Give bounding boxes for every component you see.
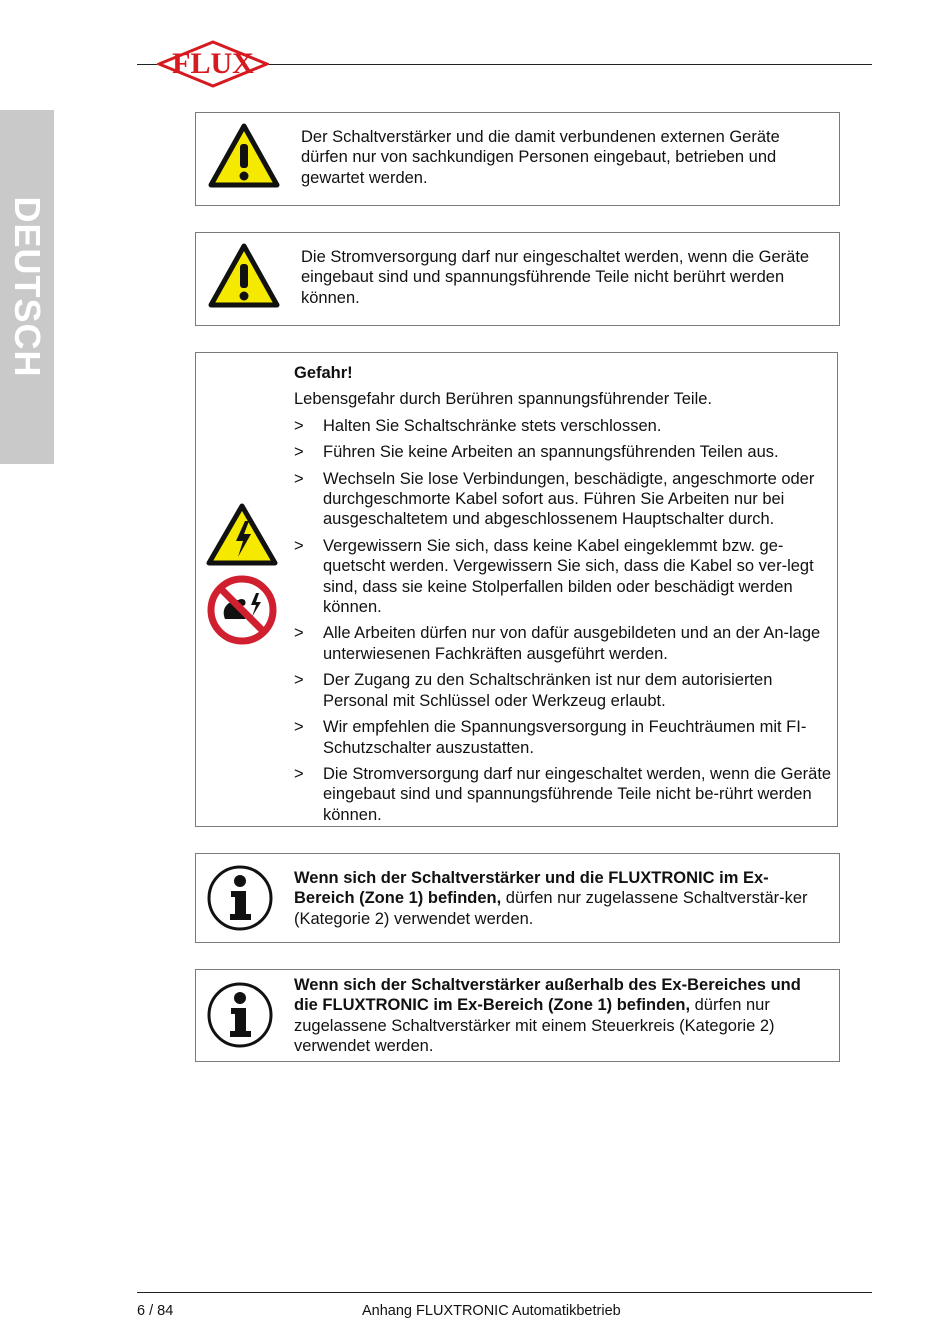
danger-content [294, 363, 832, 825]
footer-title: Anhang FLUXTRONIC Automatikbetrieb [362, 1303, 621, 1319]
do-not-touch-icon [207, 575, 277, 645]
footer-rule [137, 1292, 872, 1293]
info-notice-2 [195, 969, 840, 1062]
info-text [294, 975, 824, 1057]
bullet-marker: > [294, 764, 304, 783]
bullet-marker: > [294, 624, 304, 643]
list-item [294, 469, 832, 530]
bullet-marker: > [294, 469, 304, 488]
bullet-text: Führen Sie keine Arbeiten an spannungsführenden Teilen aus. [323, 443, 779, 462]
bullet-marker: > [294, 671, 304, 690]
bullet-text: Vergewissern Sie sich, dass keine Kabel eingeklemmt bzw. ge-quetscht werden. Vergewissern Sie sich, dass die Kabel so ver-legt sind, dass sie keine Stolperfallen bilden oder beschädigt werden können. [323, 536, 814, 617]
language-tab-label: DEUTSCH [7, 196, 48, 378]
bullet-text: Halten Sie Schaltschränke stets verschlossen. [323, 416, 662, 435]
list-item [294, 623, 832, 664]
bullet-text: Alle Arbeiten dürfen nur von dafür ausgebildeten und an der An-lage unterwiesenen Fachkräften ausgeführt werden. [323, 624, 821, 663]
list-item [294, 764, 832, 825]
danger-notice [195, 352, 838, 827]
info-bold-text: Wenn sich der Schaltverstärker außerhalb des Ex-Bereiches und die FLUXTRONIC im Ex-Bereich (Zone 1) befinden, [294, 976, 801, 1015]
info-icon [206, 864, 274, 932]
bullet-text: Wechseln Sie lose Verbindungen, beschädigte, angeschmorte oder durchgeschmorte Kabel sofort aus. Führen Sie Arbeiten nur bei ausgeschaltetem und abgeschlossenem Hauptschalter durch. [323, 469, 815, 529]
info-text [294, 868, 824, 929]
page-number: 6 / 84 [137, 1303, 174, 1319]
bullet-marker: > [294, 443, 304, 462]
bullet-marker: > [294, 718, 304, 737]
warning-notice-1 [195, 112, 840, 206]
bullet-text: Die Stromversorgung darf nur eingeschaltet werden, wenn die Geräte eingebaut sind und spannungsführende Teile nicht be-rührt werden können. [323, 764, 832, 824]
bullet-marker: > [294, 416, 304, 435]
danger-subtitle: Lebensgefahr durch Berühren spannungsführender Teile. [294, 390, 712, 409]
info-regular-text: dürfen nur zugelassene Schaltverstärker mit einem Steuerkreis (Kategorie 2) verwendet werden. [294, 996, 775, 1056]
danger-title: Gefahr! [294, 364, 353, 382]
svg-text:FLUX: FLUX [172, 47, 254, 80]
list-item [294, 416, 832, 436]
info-notice-1 [195, 853, 840, 943]
info-bold-text: Wenn sich der Schaltverstärker und die FLUXTRONIC im Ex-Bereich (Zone 1) befinden, [294, 869, 769, 908]
list-item [294, 670, 832, 711]
language-tab [0, 110, 54, 464]
notice-text: Der Schaltverstärker und die damit verbundenen externen Geräte dürfen nur von sachkundigen Personen eingebaut, betrieben und gewartet werden. [301, 128, 780, 187]
warning-notice-2 [195, 232, 840, 326]
bullet-text: Der Zugang zu den Schaltschränken ist nur dem autorisierten Personal mit Schlüssel oder Werkzeug erlaubt. [323, 671, 773, 710]
high-voltage-icon [206, 503, 278, 567]
list-item [294, 717, 832, 758]
list-item [294, 442, 832, 462]
info-icon [206, 981, 274, 1049]
warning-triangle-icon [208, 123, 280, 189]
info-regular-text: dürfen nur zugelassene Schaltverstär-ker (Kategorie 2) verwendet werden. [294, 889, 808, 928]
bullet-marker: > [294, 536, 304, 555]
flux-logo [157, 40, 269, 88]
notice-text: Die Stromversorgung darf nur eingeschaltet werden, wenn die Geräte eingebaut sind und spannungsführende Teile nicht berührt werden können. [301, 248, 810, 307]
danger-bullet-list [294, 416, 832, 825]
bullet-text: Wir empfehlen die Spannungsversorgung in Feuchträumen mit FI-Schutzschalter auszustatten. [323, 718, 807, 757]
list-item [294, 536, 832, 618]
warning-triangle-icon [208, 243, 280, 309]
